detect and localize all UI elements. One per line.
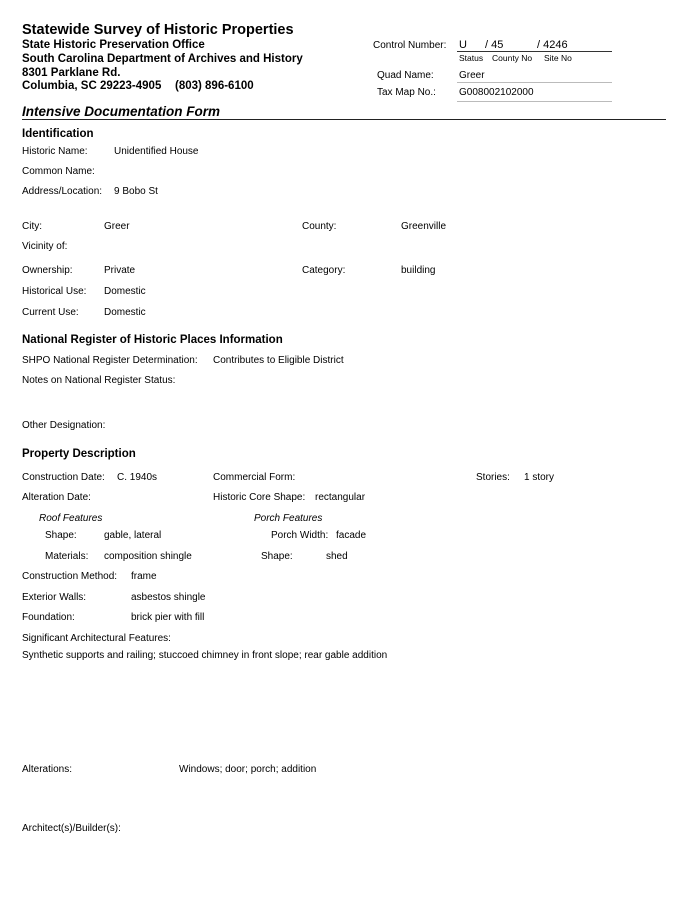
county-label: County: bbox=[302, 221, 337, 232]
form-title: Intensive Documentation Form bbox=[22, 104, 221, 119]
title-rule bbox=[22, 119, 666, 120]
exterior-walls-label: Exterior Walls: bbox=[22, 592, 87, 603]
tax-map-value: G008002102000 bbox=[459, 87, 534, 98]
category-label: Category: bbox=[302, 265, 346, 276]
national-register-heading: National Register of Historic Places Information bbox=[22, 334, 283, 346]
phone-number: (803) 896-6100 bbox=[175, 80, 254, 92]
city-label: City: bbox=[22, 221, 42, 232]
street-address: 8301 Parklane Rd. bbox=[22, 67, 121, 79]
ownership-label: Ownership: bbox=[22, 265, 73, 276]
construction-method-value: frame bbox=[131, 571, 157, 582]
survey-title: Statewide Survey of Historic Properties bbox=[22, 22, 294, 38]
department-name: South Carolina Department of Archives and History bbox=[22, 53, 303, 65]
city-address: Columbia, SC 29223-4905 bbox=[22, 80, 162, 92]
status-caption: Status bbox=[459, 53, 484, 63]
core-shape-value: rectangular bbox=[315, 492, 366, 503]
construction-date-label: Construction Date: bbox=[22, 472, 105, 483]
significant-features-label: Significant Architectural Features: bbox=[22, 633, 171, 644]
foundation-label: Foundation: bbox=[22, 612, 75, 623]
roof-shape-value: gable, lateral bbox=[104, 530, 162, 541]
historic-name-value: Unidentified House bbox=[114, 146, 199, 157]
county-caption: County No bbox=[492, 53, 533, 63]
control-number-label: Control Number: bbox=[373, 40, 447, 51]
nr-notes-label: Notes on National Register Status: bbox=[22, 375, 176, 386]
architect-builder-label: Architect(s)/Builder(s): bbox=[22, 823, 121, 834]
control-site-no: 4246 bbox=[543, 39, 568, 51]
significant-features-value: Synthetic supports and railing; stuccoed chimney in front slope; rear gable addition bbox=[22, 650, 388, 661]
quad-name-label: Quad Name: bbox=[377, 70, 434, 81]
commercial-form-label: Commercial Form: bbox=[213, 472, 296, 483]
roof-shape-label: Shape: bbox=[45, 530, 77, 541]
control-status: U bbox=[459, 39, 467, 51]
roof-materials-label: Materials: bbox=[45, 551, 89, 562]
alteration-date-label: Alteration Date: bbox=[22, 492, 91, 503]
stories-value: 1 story bbox=[524, 472, 555, 483]
historic-name-label: Historic Name: bbox=[22, 146, 88, 157]
site-caption: Site No bbox=[544, 53, 572, 63]
category-value: building bbox=[401, 265, 436, 276]
stories-label: Stories: bbox=[476, 472, 510, 483]
porch-features-heading: Porch Features bbox=[254, 513, 323, 524]
construction-date-value: C. 1940s bbox=[117, 472, 158, 483]
city-value: Greer bbox=[104, 221, 130, 232]
current-use-label: Current Use: bbox=[22, 307, 79, 318]
alterations-label: Alterations: bbox=[22, 764, 73, 775]
shpo-determination-label: SHPO National Register Determination: bbox=[22, 355, 198, 366]
county-value: Greenville bbox=[401, 221, 447, 232]
construction-method-label: Construction Method: bbox=[22, 571, 118, 582]
common-name-label: Common Name: bbox=[22, 166, 95, 177]
core-shape-label: Historic Core Shape: bbox=[213, 492, 306, 503]
address-value: 9 Bobo St bbox=[114, 186, 158, 197]
control-county-no: 45 bbox=[491, 39, 504, 51]
quad-name-underline bbox=[457, 82, 612, 83]
porch-width-label: Porch Width: bbox=[271, 530, 329, 541]
office-name: State Historic Preservation Office bbox=[22, 39, 205, 51]
foundation-value: brick pier with fill bbox=[131, 612, 205, 623]
tax-map-underline bbox=[457, 101, 612, 102]
historical-use-value: Domestic bbox=[104, 286, 146, 297]
identification-heading: Identification bbox=[22, 128, 94, 140]
roof-features-heading: Roof Features bbox=[39, 513, 103, 524]
exterior-walls-value: asbestos shingle bbox=[131, 592, 206, 603]
address-label: Address/Location: bbox=[22, 186, 103, 197]
tax-map-label: Tax Map No.: bbox=[377, 87, 436, 98]
vicinity-label: Vicinity of: bbox=[22, 241, 68, 252]
control-number-underline bbox=[457, 51, 612, 52]
other-designation-label: Other Designation: bbox=[22, 420, 106, 431]
porch-shape-label: Shape: bbox=[261, 551, 293, 562]
current-use-value: Domestic bbox=[104, 307, 146, 318]
porch-shape-value: shed bbox=[326, 551, 348, 562]
roof-materials-value: composition shingle bbox=[104, 551, 192, 562]
shpo-determination-value: Contributes to Eligible District bbox=[213, 355, 344, 366]
alterations-value: Windows; door; porch; addition bbox=[179, 764, 317, 775]
ownership-value: Private bbox=[104, 265, 136, 276]
historical-use-label: Historical Use: bbox=[22, 286, 87, 297]
property-description-heading: Property Description bbox=[22, 448, 136, 460]
quad-name-value: Greer bbox=[459, 70, 485, 81]
porch-width-value: facade bbox=[336, 530, 367, 541]
